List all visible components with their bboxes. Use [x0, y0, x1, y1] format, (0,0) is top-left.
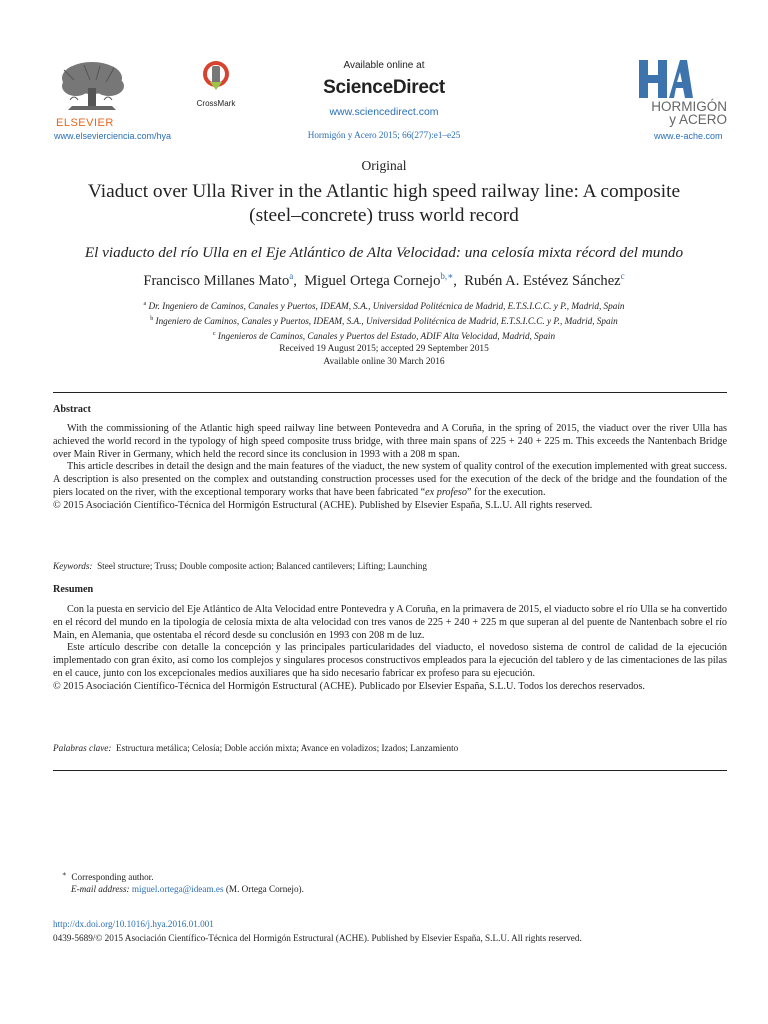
author-name: Francisco Millanes Mato — [143, 272, 290, 289]
abstract-paragraph-2 — [53, 461, 727, 499]
available-online-label: Available online at — [343, 60, 425, 71]
received-date: Received 19 August 2015; accepted 29 September 2015 — [279, 344, 489, 354]
ache-url-link[interactable]: www.e-ache.com — [654, 131, 723, 141]
resumen-body — [53, 604, 727, 694]
article-title-line1: Viaduct over Ulla River in the Atlantic high speed railway line: A composite — [87, 181, 681, 202]
affiliation-text: Dr. Ingeniero de Caminos, Canales y Puertos, IDEAM, S.A., Universidad Politécnica de Madrid, E.T.S.I.C.C. y P., Madrid, Spain — [148, 301, 625, 312]
journal-citation-link[interactable]: Hormigón y Acero 2015; 66(277):e1–e25 — [307, 130, 461, 140]
palabras-clave-label: Palabras clave: — [53, 743, 112, 753]
abstract-paragraph: With the commissioning of the Atlantic high speed railway line between Pontevedra and A Coruña, in the spring of 2015, the viaduct over the river Ulla has achieved the world record in the typology of high speed composite truss bridge, with three main spans of 225 + 240 + 225 m. This exceeds the Nantenbach Bridge over Main River in Germany, which held the record since its conclusion in 1993 with a 208 m span. — [53, 423, 727, 460]
crossmark-label: CrossMark — [196, 99, 236, 108]
author-name: Rubén A. Estévez Sánchez — [464, 272, 621, 289]
affiliation-item — [0, 313, 768, 328]
author-sep: , — [293, 272, 297, 289]
article-subtitle: El viaducto del río Ulla en el Eje Atlántico de Alta Velocidad: una celosía mixta récord del mundo — [84, 244, 684, 261]
affiliation-list — [0, 298, 768, 343]
article-dates — [0, 343, 768, 368]
affiliation-text: Ingenieros de Caminos, Canales y Puertos del Estado, ADIF Alta Velocidad, Madrid, Spain — [217, 331, 556, 342]
author-sup[interactable]: a — [289, 271, 294, 281]
affiliation-item — [0, 328, 768, 343]
corresponding-label: Corresponding author. — [71, 872, 154, 883]
affiliation-item — [0, 298, 768, 313]
author-sup[interactable]: b,∗ — [440, 271, 454, 281]
ha-logo-line1: HORMIGÓN — [651, 99, 727, 114]
article-title-line2: (steel–concrete) truss world record — [249, 205, 519, 226]
author-list — [0, 271, 768, 290]
keywords-label: Keywords: — [53, 561, 93, 571]
affiliation-sup: a — [143, 301, 147, 307]
email-label: E-mail address: — [71, 884, 130, 895]
sciencedirect-url-link[interactable]: www.sciencedirect.com — [329, 106, 439, 118]
email-link[interactable]: miguel.ortega@ideam.es — [131, 884, 224, 895]
divider-bottom — [53, 770, 727, 771]
resumen-copyright: © 2015 Asociación Científico-Técnica del Hormigón Estructural (ACHE). Publicado por Elsevier España, S.L.U. Todos los derechos reservados. — [53, 680, 645, 692]
divider-top — [53, 392, 727, 393]
resumen-paragraph: Este artículo describe con detalle la concepción y las principales particularidades del viaducto, el novedoso sistema de control de calidad de la ejecución implementado con gran éxito, así como los complejos y singulares procesos constructivos empleados para la ejecución del tablero y de las cimentaciones de las pilas en el cauce, junto con los excepcionales medios auxiliares que ha sido necesario fabricar ex profeso para su ejecución. — [53, 642, 727, 679]
elsevier-wordmark: ELSEVIER — [56, 117, 114, 129]
resumen-heading: Resumen — [53, 584, 94, 595]
hormigon-acero-logo — [637, 60, 737, 126]
sciencedirect-logo: ScienceDirect — [323, 77, 445, 98]
abstract-p2-text: This article describes in detail the design and the main features of the viaduct, the new system of quality control of the execution implemented with great success. A description is also presented on the complex and outstanding construction processes used for the execution of the deck of the bridge and the foundation of the piers located on the river, with the exceptional temporary works that have been fabricated “ — [53, 461, 727, 498]
doi-link[interactable]: http://dx.doi.org/10.1016/j.hya.2016.01.001 — [53, 919, 214, 929]
crossmark-badge[interactable] — [196, 60, 236, 106]
article-title — [30, 180, 738, 228]
elsevier-url-link[interactable]: www.elsevierciencia.com/hya — [54, 131, 172, 141]
author-sep: , — [453, 272, 457, 289]
affiliation-sup: c — [212, 331, 216, 338]
palabras-clave-value: Estructura metálica; Celosía; Doble acción mixta; Avance en voladizos; Izados; Lanzamiento — [116, 743, 459, 753]
author-name: Miguel Ortega Cornejo — [304, 272, 441, 289]
keywords-line — [53, 561, 427, 571]
issn-copyright: 0439-5689/© 2015 Asociación Científico-Técnica del Hormigón Estructural (ACHE). Published by Elsevier España, S.L.U. All rights reserved. — [53, 933, 582, 943]
ha-logo-line2: y ACERO — [669, 112, 727, 127]
article-type: Original — [361, 158, 407, 173]
available-date: Available online 30 March 2016 — [323, 356, 445, 367]
footnote-marker: ∗ — [62, 870, 67, 878]
affiliation-sup: b — [150, 316, 154, 323]
ha-monogram-icon — [639, 60, 693, 98]
author-sup[interactable]: c — [620, 271, 625, 281]
abstract-copyright: © 2015 Asociación Científico-Técnica del Hormigón Estructural (ACHE). Published by Elsevier España, S.L.U. All rights reserved. — [53, 499, 593, 511]
crossmark-icon — [202, 60, 230, 92]
affiliation-text: Ingeniero de Caminos, Canales y Puertos, IDEAM, S.A., Universidad Politécnica de Madrid, E.T.S.I.C.C. y P., Madrid, Spain — [155, 316, 618, 327]
abstract-p2-italic: ex profeso — [425, 486, 467, 498]
resumen-paragraph: Con la puesta en servicio del Eje Atlántico de Alta Velocidad entre Pontevedra y A Coruña, en la primavera de 2015, el viaducto sobre el río Ulla se ha convertido en el récord del mundo en la tipología de celosía mixta de alta velocidad con tres vanos de 225 + 240 + 225 m que superan al del puente de Nantenbach sobre el río Main, en Alemania, que ostentaba el récord desde su conclusión en 1993 con 208 m de luz. — [53, 604, 727, 641]
abstract-p2-text-end: ” for the execution. — [466, 486, 546, 498]
abstract-heading: Abstract — [53, 404, 91, 415]
abstract-body — [53, 423, 727, 513]
email-owner: (M. Ortega Cornejo). — [225, 884, 304, 895]
corresponding-footnote — [62, 868, 304, 895]
keywords-value: Steel structure; Truss; Double composite action; Balanced cantilevers; Lifting; Launching — [97, 561, 427, 571]
palabras-clave-line — [53, 743, 458, 753]
